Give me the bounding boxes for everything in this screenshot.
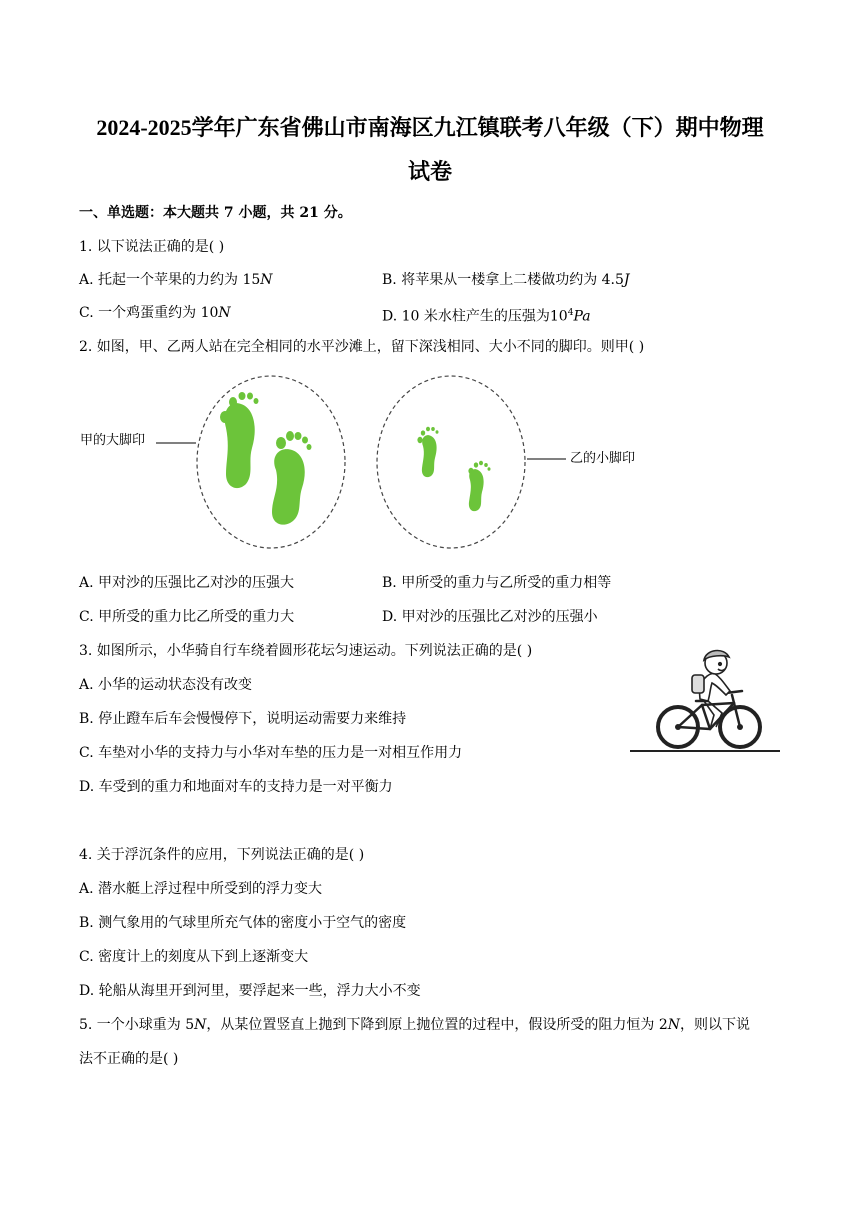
exam-title-line2: 试卷 xyxy=(407,159,452,184)
q2-option-a: A. 甲对沙的压强比乙对沙的压强大 xyxy=(79,575,295,591)
q3-option-c: C. 车垫对小华的支持力与小华对车垫的压力是一对相互作用力 xyxy=(79,745,463,761)
small-footprint-label: 乙的小脚印 xyxy=(570,451,636,466)
cyclist-illustration xyxy=(630,643,780,755)
q4-option-b: B. 测气象用的气球里所充气体的密度小于空气的密度 xyxy=(79,915,407,931)
section-header: 一、单选题：本大题共 7 小题，共 21 分。 xyxy=(79,205,352,221)
q3-option-b: B. 停止蹬车后车会慢慢停下，说明运动需要力来维持 xyxy=(79,711,407,727)
q2-option-d: D. 甲对沙的压强比乙对沙的压强小 xyxy=(382,609,598,625)
q2-stem: 2. 如图，甲、乙两人站在完全相同的水平沙滩上，留下深浅相同、大小不同的脚印。则甲( ) xyxy=(79,339,645,355)
q3-option-a: A. 小华的运动状态没有改变 xyxy=(79,677,253,693)
q2-option-c: C. 甲所受的重力比乙所受的重力大 xyxy=(79,609,295,625)
q4-stem: 4. 关于浮沉条件的应用，下列说法正确的是( ) xyxy=(79,847,365,863)
q5-stem-line1: 5. 一个小球重为 5N，从某位置竖直上抛到下降到原上抛位置的过程中，假设所受的阻力恒为 2N，则以下说 xyxy=(79,1017,751,1033)
q1-option-b: B. 将苹果从一楼拿上二楼做功约为 4.5J xyxy=(382,272,630,288)
q5-stem-line2: 法不正确的是( ) xyxy=(79,1051,179,1067)
small-footprint-icon xyxy=(468,461,490,511)
q4-option-d: D. 轮船从海里开到河里，要浮起来一些，浮力大小不变 xyxy=(79,983,421,999)
q2-option-b: B. 甲所受的重力与乙所受的重力相等 xyxy=(382,575,612,591)
q3-option-d: D. 车受到的重力和地面对车的支持力是一对平衡力 xyxy=(79,779,393,795)
big-footprint-icon xyxy=(220,392,259,488)
q1-option-a: A. 托起一个苹果的力约为 15N xyxy=(79,272,273,288)
q1-option-d: D. 10 米水柱产生的压强为$10^4Pa$ xyxy=(382,308,591,325)
exam-title-line1: 2024-2025学年广东省佛山市南海区九江镇联考八年级（下）期中物理 xyxy=(96,115,764,140)
q1-option-c: C. 一个鸡蛋重约为 10N xyxy=(79,305,231,321)
footprints-figure xyxy=(76,370,656,560)
q1-stem: 1. 以下说法正确的是( ) xyxy=(79,239,225,255)
q3-stem: 3. 如图所示，小华骑自行车绕着圆形花坛匀速运动。下列说法正确的是( ) xyxy=(79,643,533,659)
q4-option-c: C. 密度计上的刻度从下到上逐渐变大 xyxy=(79,949,309,965)
big-footprint-icon xyxy=(272,431,312,525)
small-footprint-icon xyxy=(417,427,438,477)
q4-option-a: A. 潜水艇上浮过程中所受到的浮力变大 xyxy=(79,881,323,897)
big-footprint-label: 甲的大脚印 xyxy=(80,433,146,448)
